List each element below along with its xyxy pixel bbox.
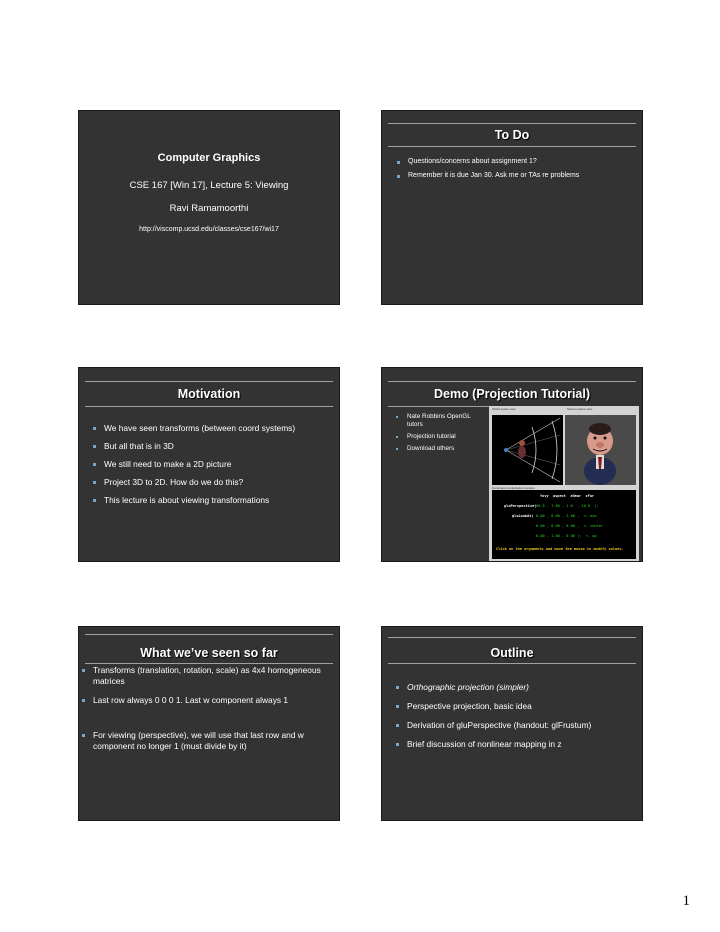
slide-heading: Computer Graphics (157, 152, 261, 164)
bullet-list (396, 158, 636, 179)
list-item: This lecture is about viewing transformations (92, 494, 335, 506)
course-url: http://viscomp.ucsd.edu/classes/cse167/wi17 (139, 226, 279, 233)
bullet-icon (396, 448, 398, 450)
slide-todo (381, 110, 643, 305)
page-number: 1 (682, 893, 690, 909)
bullet-icon (396, 436, 398, 438)
title-rule (388, 381, 636, 382)
title-rule (85, 634, 333, 635)
title-rule (85, 406, 333, 407)
slide-outline (381, 626, 643, 821)
character-graphic (565, 415, 636, 485)
frustum-graphic (492, 415, 563, 485)
screen-view-label: Screen-space view (567, 407, 593, 411)
bullet-list (395, 681, 638, 750)
world-space-view (492, 415, 563, 485)
bullet-list (92, 422, 335, 506)
title-rule (388, 637, 636, 638)
slide-title: Demo (Projection Tutorial) (433, 387, 591, 401)
bullet-icon (82, 669, 85, 672)
lookat-fn: gluLookAt( (512, 514, 534, 518)
slide-title (78, 110, 340, 305)
bullet-icon (396, 416, 398, 418)
list-item: Transforms (translation, rotation, scale) as 4x4 homogeneous matrices (81, 665, 335, 687)
title-rule (388, 146, 636, 147)
perspective-fn: gluPerspective( (504, 504, 537, 508)
list-item: But all that is in 3D (92, 440, 335, 452)
course-line: CSE 167 [Win 17], Lecture 5: Viewing (129, 180, 289, 191)
title-rule (388, 663, 636, 664)
title-rule (85, 381, 333, 382)
bullet-icon (93, 445, 96, 448)
slide-demo (381, 367, 643, 562)
slide-title: Motivation (177, 387, 241, 401)
list-item: Last row always 0 0 0 1. Last w component always 1 (81, 695, 335, 706)
bullet-icon (396, 705, 399, 708)
slide-seen-so-far (78, 626, 340, 821)
bullet-icon (397, 175, 400, 178)
bullet-list (395, 413, 487, 453)
author: Ravi Ramamoorthi (169, 203, 249, 214)
bullet-icon (82, 699, 85, 702)
list-item: Nate Robbins OpenGL tutors (395, 413, 487, 429)
list-item: Perspective projection, basic idea (395, 700, 638, 712)
bullet-icon (397, 161, 400, 164)
command-window-label: Command manipulation window (492, 486, 535, 490)
slide-title: To Do (494, 128, 530, 142)
title-rule (388, 123, 636, 124)
command-window (492, 490, 636, 559)
title-rule (85, 663, 333, 664)
param-header: fovy aspect zNear zFar (540, 494, 595, 498)
perspective-values: 60.0 , 1.00 , 1.0 , 10.0 ); (536, 504, 599, 508)
slide-motivation (78, 367, 340, 562)
bullet-list (81, 665, 335, 752)
list-item: We still need to make a 2D picture (92, 458, 335, 470)
list-item: Orthographic projection (simpler) (395, 681, 638, 693)
list-item: Questions/concerns about assignment 1? (396, 158, 636, 165)
list-item: We have seen transforms (between coord systems) (92, 422, 335, 434)
list-item: Download others (395, 445, 487, 453)
list-item: For viewing (perspective), we will use that last row and w component no longer 1 (must divide by it) (81, 730, 335, 752)
instructions: Click on the arguments and move the mouse to modify values. (496, 547, 624, 551)
lookat-up: 0.00 , 1.00 , 0.00 ); <- up (536, 534, 597, 538)
bullet-icon (396, 743, 399, 746)
world-view-label: World-space view (492, 407, 516, 411)
projection-tutorial-screenshot (489, 406, 639, 562)
slide-title: Outline (490, 646, 534, 660)
bullet-icon (396, 724, 399, 727)
list-item: Brief discussion of nonlinear mapping in z (395, 738, 638, 750)
bullet-icon (396, 686, 399, 689)
lookat-center: 0.00 , 0.00 , 0.00 , <- center (536, 524, 604, 528)
bullet-icon (93, 481, 96, 484)
list-item: Remember it is due Jan 30. Ask me or TAs re problems (396, 172, 636, 179)
list-item: Derivation of gluPerspective (handout: glFrustum) (395, 719, 638, 731)
slide-title: What we’ve seen so far (140, 646, 278, 660)
bullet-icon (93, 499, 96, 502)
bullet-icon (93, 463, 96, 466)
list-item: Projection tutorial (395, 433, 487, 441)
bullet-icon (93, 427, 96, 430)
list-item: Project 3D to 2D. How do we do this? (92, 476, 335, 488)
lookat-eye: 0.00 , 0.00 , 2.00 , <- eye (536, 514, 597, 518)
bullet-icon (82, 734, 85, 737)
screen-space-view (565, 415, 636, 485)
